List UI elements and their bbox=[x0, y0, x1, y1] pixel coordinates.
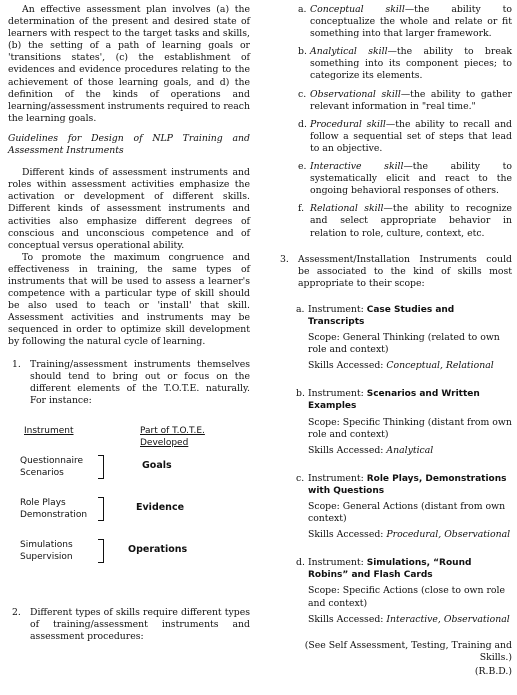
list-letter: e. bbox=[298, 161, 307, 173]
instrument-prefix: Instrument: bbox=[308, 472, 367, 484]
see-also: (See Self Assessment, Testing, Training and Skills.) bbox=[304, 639, 512, 663]
brace bbox=[98, 455, 104, 479]
skill-name: Procedural skill bbox=[310, 118, 386, 130]
skills-accessed: Analytical bbox=[386, 444, 434, 456]
instrument-scope: Scope: Specific Thinking (distant from own role and context) bbox=[308, 416, 512, 440]
instrument-prefix: Instrument: bbox=[308, 303, 367, 315]
list-number: 2. bbox=[12, 606, 21, 618]
instrument-item bbox=[296, 304, 512, 372]
brace bbox=[98, 497, 104, 521]
list-letter: b. bbox=[296, 388, 305, 400]
instrument-item bbox=[296, 388, 512, 456]
skill-desc: —the ability to gather relevant information in "real time." bbox=[310, 88, 512, 112]
skills-list bbox=[298, 4, 512, 240]
instrument-title: Simulations, “Round Robins” and Flash Cards bbox=[308, 558, 472, 581]
instrument-name: Demonstration bbox=[20, 509, 88, 520]
instrument-name: Supervision bbox=[20, 551, 73, 562]
list-text: Different types of skills require different types of training/assessment instruments and assessment procedures: bbox=[30, 606, 250, 643]
skills-label: Skills Accessed: bbox=[308, 613, 387, 625]
list-letter: a. bbox=[298, 4, 307, 15]
skill-item bbox=[298, 89, 512, 113]
tote-table bbox=[8, 425, 250, 597]
table-cell-instrument bbox=[20, 539, 73, 563]
instrument-scope: Scope: General Thinking (related to own role and context) bbox=[308, 332, 500, 356]
instrument-scope: Scope: General Actions (distant from own context) bbox=[308, 501, 506, 525]
table-header-instrument: Instrument bbox=[24, 425, 74, 436]
tote-part: Evidence bbox=[136, 501, 185, 513]
skills-label: Skills Accessed: bbox=[308, 444, 387, 456]
skill-item bbox=[298, 4, 512, 40]
instrument-item bbox=[296, 473, 512, 541]
instrument-name: Simulations bbox=[20, 539, 73, 550]
skill-name: Interactive skill bbox=[310, 161, 404, 173]
skills-label: Skills Accessed: bbox=[308, 529, 387, 541]
table-header-part: Part of T.O.T.E. Developed bbox=[140, 425, 205, 448]
skills-accessed: Interactive, Observational bbox=[386, 613, 510, 625]
list-letter: c. bbox=[298, 88, 307, 100]
list-item-2 bbox=[8, 607, 250, 643]
list-letter: b. bbox=[298, 46, 307, 58]
paragraph-1: Different kinds of assessment instruments and roles within assessment activities emphasize the activation or development of different skills. Different kinds of assessment instruments and activities also emphasize different degrees of conscious and unconscious competence and of conceptual versus operational ability. bbox=[8, 167, 250, 251]
instrument-name: Role Plays bbox=[20, 497, 66, 508]
skill-item bbox=[298, 46, 512, 82]
left-column bbox=[8, 4, 250, 643]
instrument-name: Questionnaire bbox=[20, 455, 84, 466]
skill-desc: —the ability to recall and follow a sequential set of steps that lead to an objective. bbox=[310, 118, 513, 154]
skills-label: Skills Accessed: bbox=[308, 360, 387, 372]
skill-desc: —the ability to break something into its component pieces; to categorize its elements. bbox=[310, 46, 512, 82]
section-heading: Guidelines for Design of NLP Training and Assessment Instruments bbox=[8, 132, 250, 157]
list-letter: d. bbox=[298, 118, 307, 130]
list-letter: d. bbox=[296, 557, 305, 569]
instrument-scope: Scope: Specific Actions (close to own role and context) bbox=[308, 585, 505, 609]
instrument-prefix: Instrument: bbox=[308, 388, 367, 400]
instrument-prefix: Instrument: bbox=[308, 557, 367, 569]
intro-paragraph: An effective assessment plan involves (a) the determination of the present and desired state of learners with respect to the target tasks and skills, (b) the setting of a path of learning goals or 'transitions states', (c) the establishment of evidences and evidence procedures relating to the achievement of those learning goals, and d) the definition of the kinds of operations and learning/assessment instruments required to reach the learning goals. bbox=[8, 4, 250, 124]
list-text: Training/assessment instruments themselves should tend to bring out or focus on the different elements of the T.O.T.E. naturally. For instance: bbox=[30, 358, 250, 406]
skill-name: Observational skill bbox=[310, 88, 401, 100]
skill-item bbox=[298, 161, 512, 197]
list-number: 1. bbox=[12, 358, 21, 370]
list-item-1 bbox=[8, 359, 250, 407]
list-letter: f. bbox=[298, 203, 305, 215]
table-cell-instrument bbox=[20, 497, 87, 521]
skill-item bbox=[298, 203, 512, 239]
instrument-title: Role Plays, Demonstrations with Questions bbox=[308, 473, 507, 496]
skill-name: Analytical skill bbox=[310, 46, 388, 58]
list-item-3 bbox=[276, 254, 512, 290]
skill-item bbox=[298, 119, 512, 155]
right-column bbox=[276, 4, 512, 678]
tote-part: Operations bbox=[128, 543, 188, 555]
instrument-item bbox=[296, 557, 512, 625]
instrument-title: Scenarios and Written Examples bbox=[308, 389, 480, 412]
skill-name: Conceptual skill bbox=[310, 4, 405, 15]
list-letter: c. bbox=[296, 472, 305, 484]
list-number: 3. bbox=[280, 253, 289, 265]
instrument-name: Scenarios bbox=[20, 467, 64, 478]
skill-name: Relational skill bbox=[310, 203, 384, 215]
paragraph-2: To promote the maximum congruence and effectiveness in training, the same types of instruments that will be used to assess a learner's competence with a particular type of skill should be also used to teach or 'install' that skill. Assessment activities and instruments may be sequenced in order to optimize skill development by following the natural cycle of learning. bbox=[8, 251, 250, 348]
list-letter: a. bbox=[296, 303, 305, 315]
skill-desc: —the ability to conceptualize the whole and relate or fit something into that larger framework. bbox=[310, 4, 512, 40]
list-text: Assessment/Installation Instruments could be associated to the kind of skills most appropriate to their scope: bbox=[298, 253, 512, 289]
tote-part: Goals bbox=[142, 459, 172, 471]
table-cell-instrument bbox=[20, 455, 83, 479]
brace bbox=[98, 539, 104, 563]
author-initials: (R.B.D.) bbox=[474, 665, 512, 677]
instrument-title: Case Studies and Transcripts bbox=[308, 304, 455, 327]
skill-desc: —the ability to recognize and select appropriate behavior in relation to role, culture, context, etc. bbox=[310, 203, 513, 239]
skill-desc: —the ability to systematically elicit and react to the ongoing behavioral responses of others. bbox=[310, 161, 512, 197]
skills-accessed: Procedural, Observational bbox=[386, 529, 511, 541]
skills-accessed: Conceptual, Relational bbox=[386, 360, 494, 372]
